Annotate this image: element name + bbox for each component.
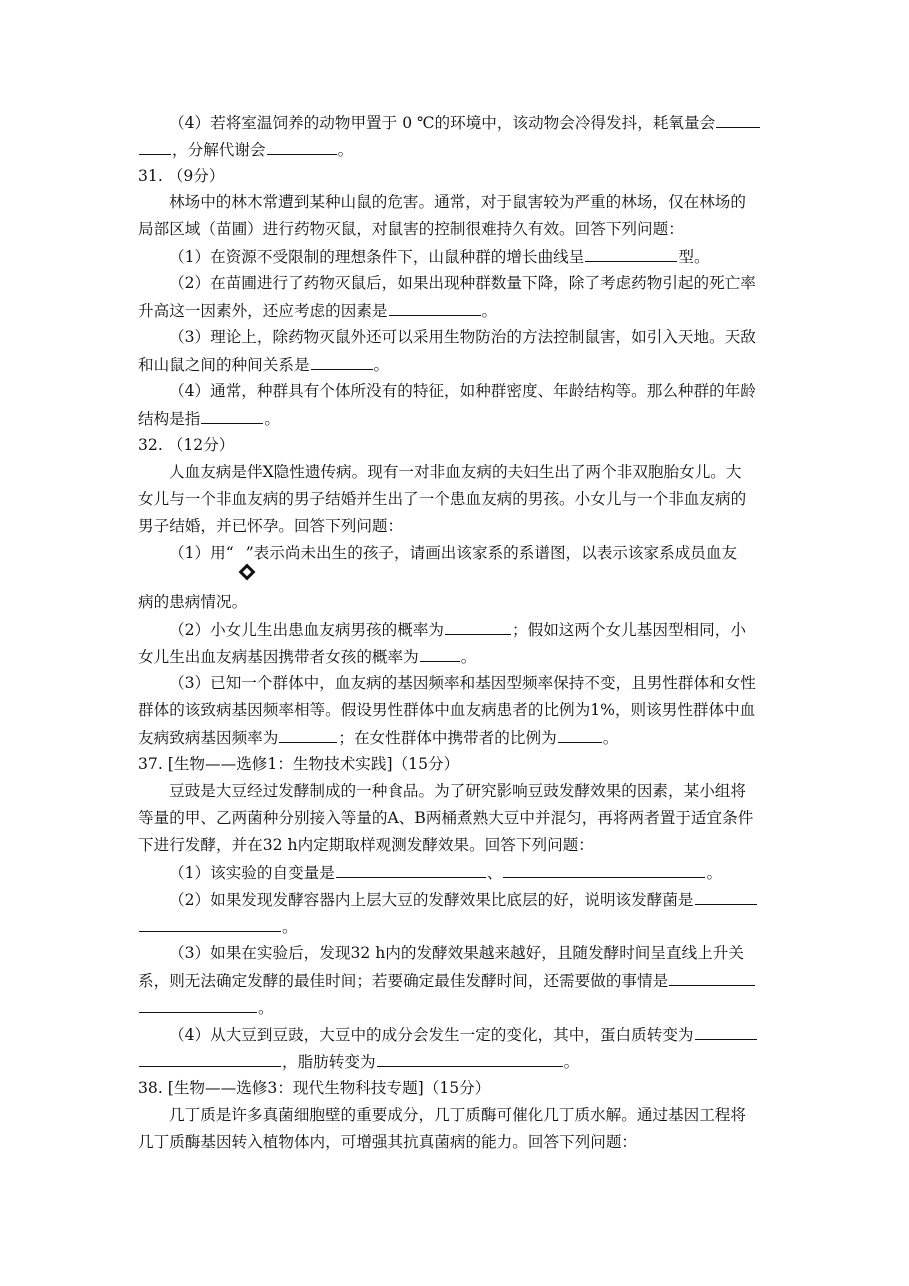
q32-intro-line3: 男子结婚，并已怀孕。回答下列问题：: [138, 517, 404, 535]
q32-part3-line2: 群体的该致病基因频率相等。假设男性群体中血友病患者的比例为1%，则该男性群体中血: [138, 701, 756, 719]
q37-part3-end: 。: [258, 999, 274, 1017]
q37-part2-blank[interactable]: [695, 889, 757, 905]
q30-part4-blank-2[interactable]: [267, 139, 337, 155]
q31-part3-text: 和山鼠之间的种间关系是: [138, 356, 310, 374]
q38-intro-line1: 几丁质是许多真菌细胞壁的重要成分，几丁质酶可催化几丁质水解。通过基因工程将: [169, 1106, 746, 1124]
q37-part1-text: （1）该实验的自变量是: [169, 864, 335, 882]
q31-part4-end: 。: [264, 410, 280, 428]
q32-part3-blank-2[interactable]: [558, 727, 602, 743]
q30-part4-line1: [169, 112, 761, 133]
q31-header: 31. （9分）: [138, 167, 225, 185]
q37-part3-line1: （3）如果在实验后，发现32 h内的发酵效果越来越好，且随发酵时间呈直线上升关: [169, 944, 744, 962]
q37-part1: [169, 862, 722, 883]
q31-part4-text: 结构是指: [138, 410, 201, 428]
q32-part3-end: 。: [602, 729, 619, 747]
q31-part3-line2: [138, 354, 389, 375]
q31-part2-text: 升高这一因素外，还应考虑的因素是: [138, 302, 388, 320]
q31-part2-line2: [138, 300, 497, 321]
q32-part1-line2: 病的患病情况。: [138, 593, 248, 611]
q37-part3-line2: [138, 970, 756, 991]
q37-part4-blank-1-cont[interactable]: [139, 1051, 281, 1067]
q32-part2-line1: [169, 619, 746, 640]
q31-part1-text: （1）在资源不受限制的理想条件下，山鼠种群的增长曲线呈: [169, 248, 585, 266]
q30-part4-text-b: ，分解代谢会: [172, 141, 266, 159]
q32-part2-text-a: （2）小女儿生出患血友病男孩的概率为: [169, 621, 445, 639]
q37-part1-sep: 、: [486, 864, 503, 882]
q32-part2-text-c: 女儿生出血友病基因携带者女孩的概率为: [138, 648, 419, 666]
q32-part2-end: 。: [460, 648, 477, 666]
q37-part4-end: 。: [563, 1053, 580, 1071]
q32-part2-text-b: ；假如这两个女儿基因型相同，小: [512, 621, 746, 639]
q32-intro-line2: 女儿与一个非血友病的男子结婚并生出了一个患血友病的男孩。小女儿与一个非血友病的: [138, 490, 747, 508]
q31-intro-line1: 林场中的林木常遭到某种山鼠的危害。通常，对于鼠害较为严重的林场，仅在林场的: [169, 193, 746, 211]
q37-part2-line2: [138, 916, 298, 937]
q32-part3-text-d: ；在女性群体中携带者的比例为: [338, 729, 557, 747]
q37-part2-blank-cont[interactable]: [139, 916, 281, 932]
q31-part4-line1: （4）通常，种群具有个体所没有的特征，如种群密度、年龄结构等。那么种群的年龄: [169, 382, 756, 400]
q32-part1-line1: [169, 543, 737, 563]
q31-part2-end: 。: [481, 302, 498, 320]
q37-intro-line3: 下进行发酵，并在32 h内定期取样观测发酵效果。回答下列问题：: [138, 836, 594, 854]
q31-part2-blank[interactable]: [389, 300, 481, 316]
q32-part2-blank-2[interactable]: [420, 646, 460, 662]
q37-part4-text-a: （4）从大豆到豆豉，大豆中的成分会发生一定的变化，其中，蛋白质转变为: [169, 1026, 694, 1044]
q31-part2-line1: （2）在苗圃进行了药物灭鼠后，如果出现种群数量下降，除了考虑药物引起的死亡率: [169, 274, 756, 292]
q31-part1-end: 型。: [678, 248, 710, 266]
q37-part3-text: 系，则无法确定发酵的最佳时间；若要确定最佳发酵时间，还需要做的事情是: [138, 972, 669, 990]
q31-part3-line1: （3）理论上，除药物灭鼠外还可以采用生物防治的方法控制鼠害，如引入天地。天敌: [169, 328, 756, 346]
q31-part1: [169, 246, 710, 267]
q32-intro-line1: 人血友病是伴X隐性遗传病。现有一对非血友病的夫妇生出了两个非双胞胎女儿。大: [169, 463, 742, 481]
q37-part3-blank[interactable]: [669, 970, 755, 986]
q32-part3-blank-1[interactable]: [279, 727, 337, 743]
q37-part2-line1: [169, 889, 758, 910]
q37-part4-text-b: ，脂肪转变为: [282, 1053, 376, 1071]
q37-part4-line2: [138, 1051, 579, 1072]
q37-header: 37. [生物——选修1：生物技术实践]（15分）: [138, 755, 460, 773]
q32-part3-line1: （3）已知一个群体中，血友病的基因频率和基因型频率保持不变，且男性群体和女性: [169, 674, 756, 692]
q37-part1-end: 。: [706, 864, 723, 882]
q31-part3-end: 。: [373, 356, 390, 374]
q37-part3-blank-cont[interactable]: [139, 997, 257, 1013]
q38-header: 38. [生物——选修3：现代生物科技专题]（15分）: [138, 1079, 491, 1097]
q37-part4-line1: [169, 1024, 758, 1045]
q32-part2-line2: [138, 646, 476, 667]
q32-header: 32. （12分）: [138, 436, 235, 454]
q38-intro-line2: 几丁质酶基因转入植物体内，可增强其抗真菌病的能力。回答下列问题：: [138, 1133, 638, 1151]
q30-part4-text-a: （4）若将室温饲养的动物甲置于 0 ℃的环境中，该动物会冷得发抖，耗氧量会: [169, 114, 716, 132]
q31-part4-blank[interactable]: [201, 408, 263, 424]
q37-part1-blank-2[interactable]: [503, 862, 705, 878]
q32-part3-line3: [138, 727, 618, 748]
q37-part4-blank-1[interactable]: [695, 1024, 757, 1040]
q37-part2-text: （2）如果发现发酵容器内上层大豆的发酵效果比底层的好，说明该发酵菌是: [169, 891, 694, 909]
q31-part1-blank[interactable]: [585, 246, 677, 262]
q30-part4-blank-1-cont[interactable]: [139, 139, 171, 155]
q32-part1-text-a: （1）用“: [169, 544, 234, 562]
q32-part3-text-c: 友病致病基因频率为: [138, 729, 279, 747]
q37-intro-line1: 豆豉是大豆经过发酵制成的一种食品。为了研究影响豆豉发酵效果的因素，某小组将: [169, 782, 746, 800]
q37-part4-blank-2[interactable]: [377, 1051, 563, 1067]
q30-part4-end: 。: [337, 141, 354, 159]
q32-part1-text-b: ”表示尚未出生的孩子，请画出该家系的系谱图，以表示该家系成员血友: [245, 544, 738, 562]
q32-part2-blank-1[interactable]: [445, 619, 511, 635]
q31-intro-line2: 局部区域（苗圃）进行药物灭鼠，对鼠害的控制很难持久有效。回答下列问题：: [138, 220, 684, 238]
q37-part2-end: 。: [282, 918, 298, 936]
q37-part3-line3: [138, 997, 274, 1018]
q31-part4-line2: [138, 408, 280, 429]
q30-part4-line2: [138, 139, 353, 160]
q31-part3-blank[interactable]: [311, 354, 373, 370]
diamond-icon: [239, 564, 256, 581]
q30-part4-blank-1[interactable]: [716, 112, 760, 128]
q37-intro-line2: 等量的甲、乙两菌种分别接入等量的A、B两桶煮熟大豆中并混匀，再将两者置于适宜条件: [138, 809, 754, 827]
q37-part1-blank-1[interactable]: [336, 862, 486, 878]
